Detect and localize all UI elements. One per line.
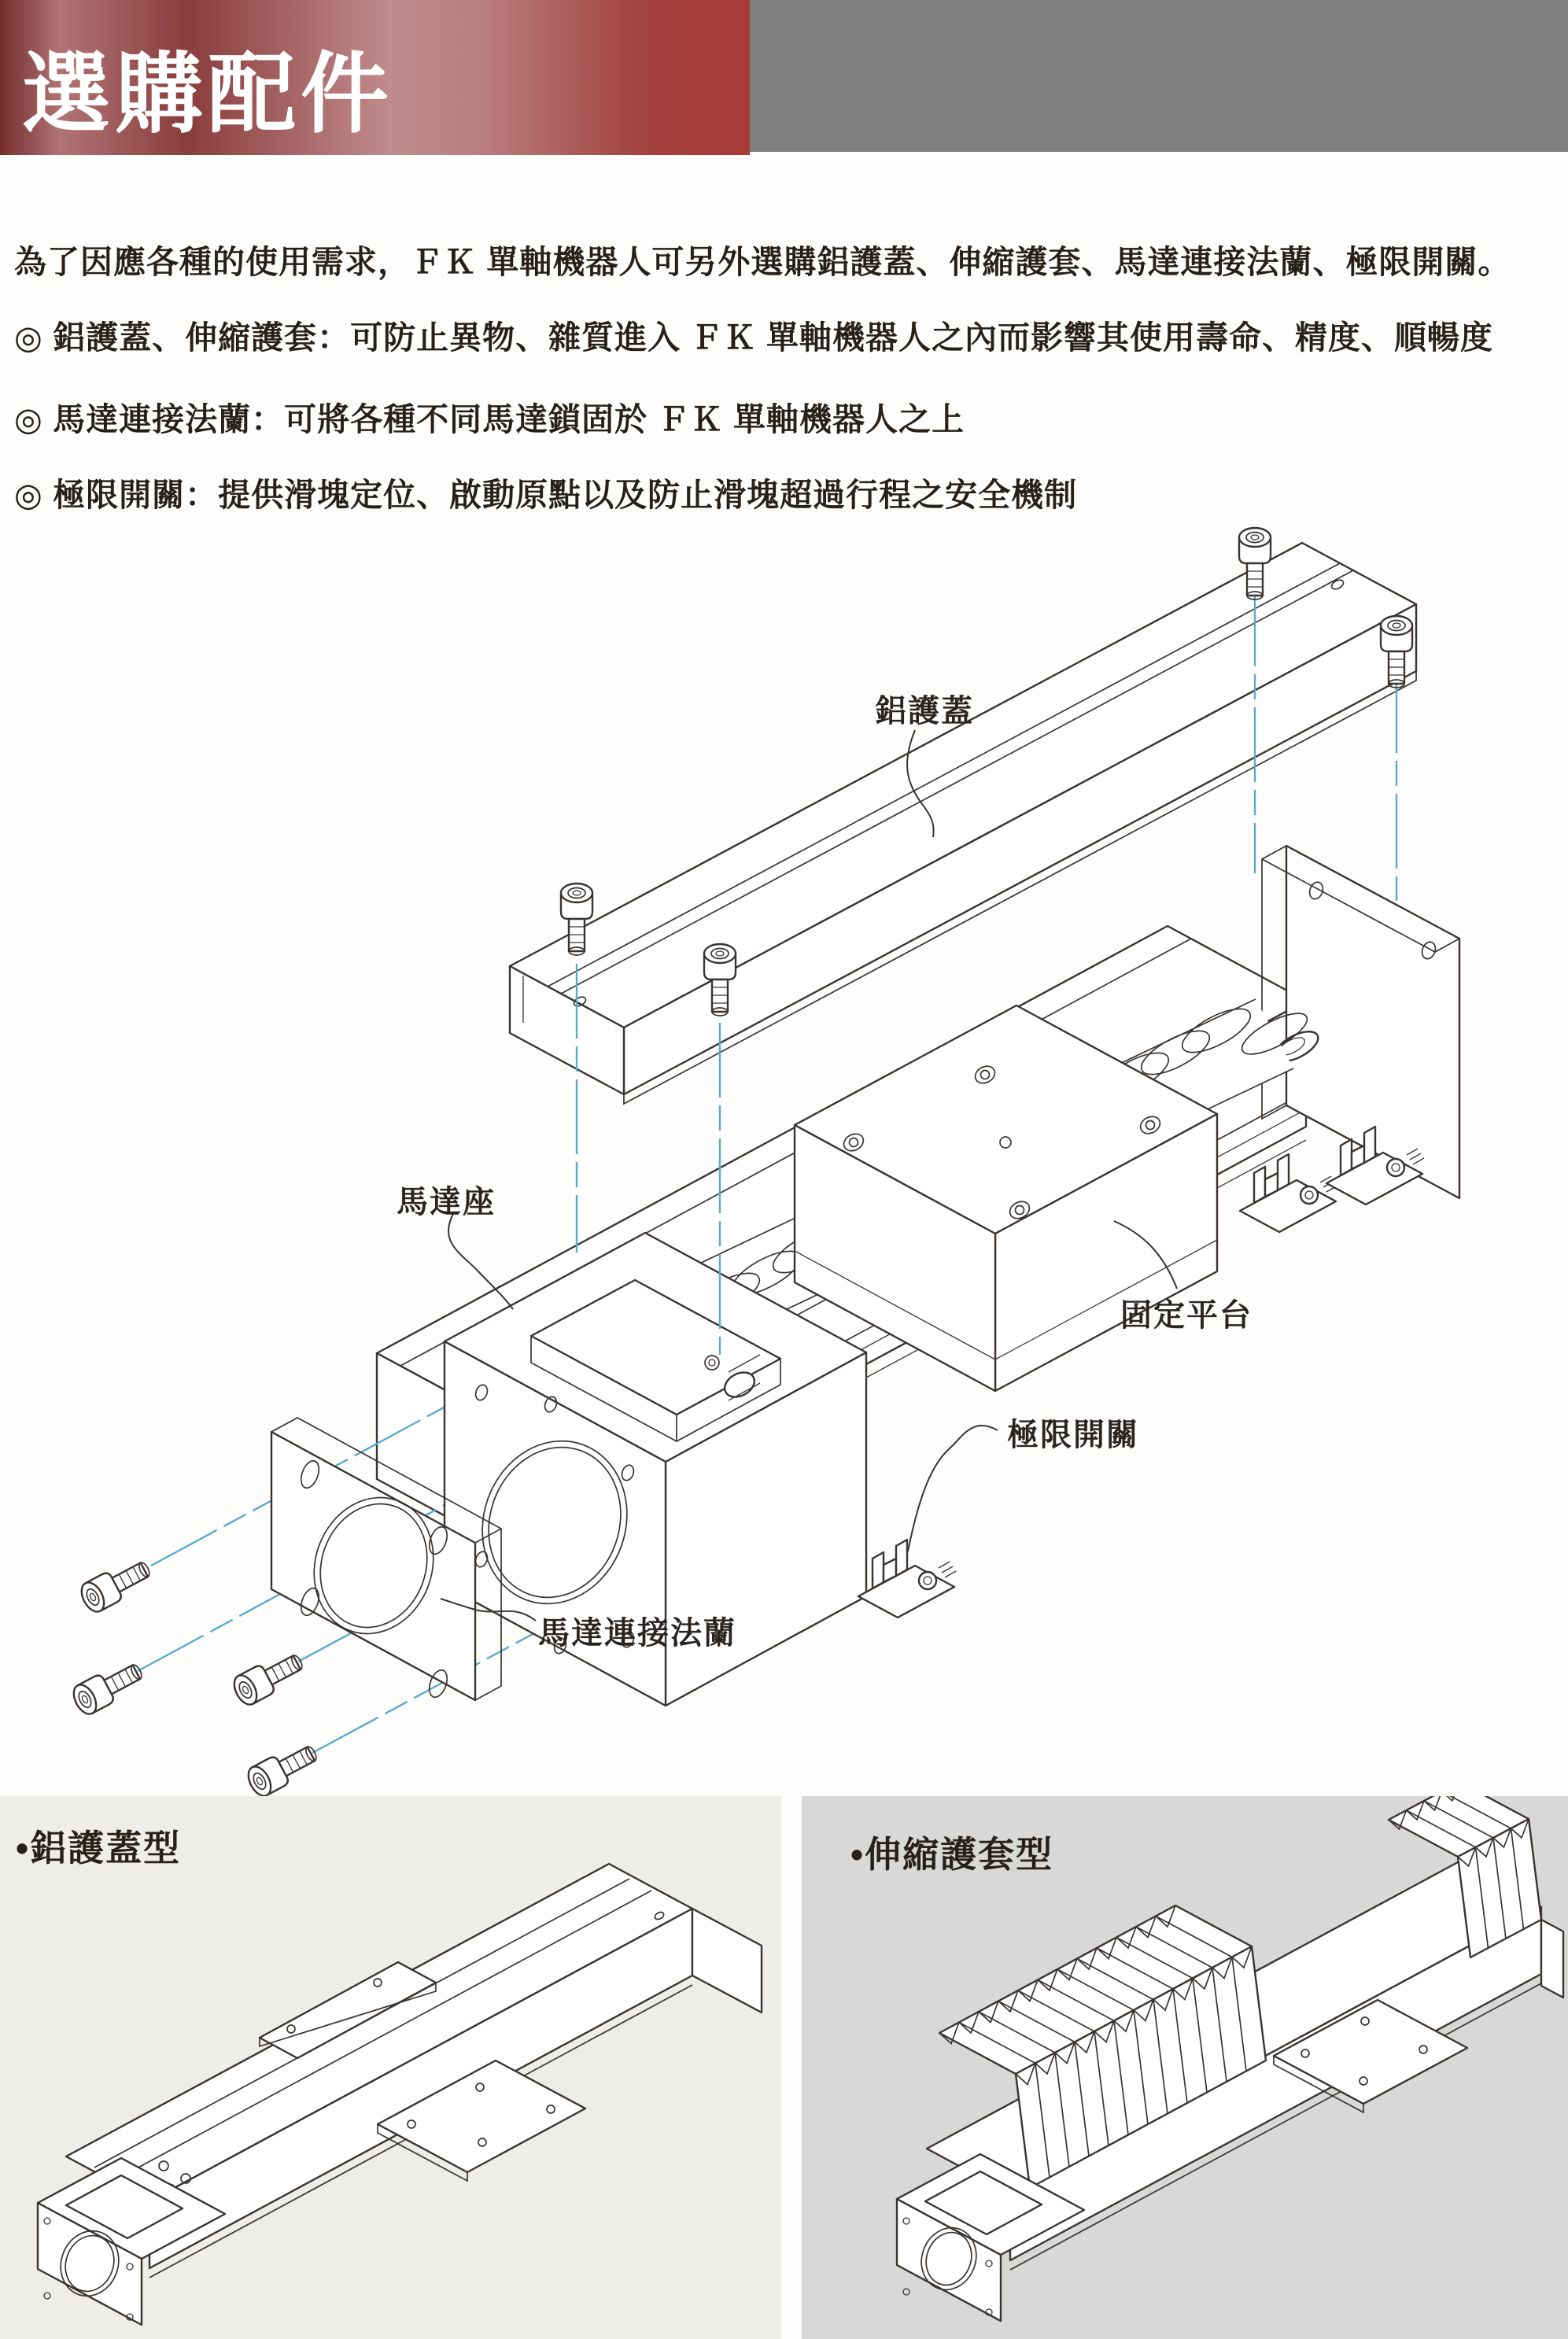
label-aluminum-cover: 鋁護蓋 [875, 694, 974, 729]
exploded-view-diagram [0, 504, 1568, 1810]
label-motor-mount: 馬達座 [397, 1185, 496, 1219]
header-gray-band [750, 0, 1568, 152]
intro-paragraph: 為了因應各種的使用需求，ＦＫ 單軸機器人可另外選購鋁護蓋、伸縮護套、馬達連接法蘭、極限開關。 [14, 244, 1511, 280]
panel-title-aluminum-cover: •鋁護蓋型 [16, 1828, 182, 1869]
label-fixed-platform: 固定平台 [1120, 1298, 1253, 1333]
intro-bullet-limit-switch: ◎ 極限開關：提供滑塊定位、啟動原點以及防止滑塊超過行程之安全機制 [14, 477, 1078, 513]
page-title: 選購配件 [22, 45, 393, 143]
panel-aluminum-cover-type [0, 1796, 781, 2339]
label-limit-switch: 極限開關 [1007, 1418, 1139, 1452]
end-support-plate [1262, 846, 1459, 1198]
label-motor-flange: 馬達連接法蘭 [538, 1616, 736, 1651]
panel-title-bellows-cover: •伸縮護套型 [850, 1834, 1054, 1875]
aluminum-cover-type-drawing [0, 1796, 781, 2339]
intro-bullet-flange: ◎ 馬達連接法蘭：可將各種不同馬達鎖固於 ＦＫ 單軸機器人之上 [14, 401, 965, 437]
intro-bullet-covers: ◎ 鋁護蓋、伸縮護套：可防止異物、雜質進入 ＦＫ 單軸機器人之內而影響其使用壽命、精度、順暢度 [14, 319, 1493, 356]
panel-bellows-cover-type [802, 1796, 1568, 2339]
end-plate-small [1541, 1920, 1563, 1998]
